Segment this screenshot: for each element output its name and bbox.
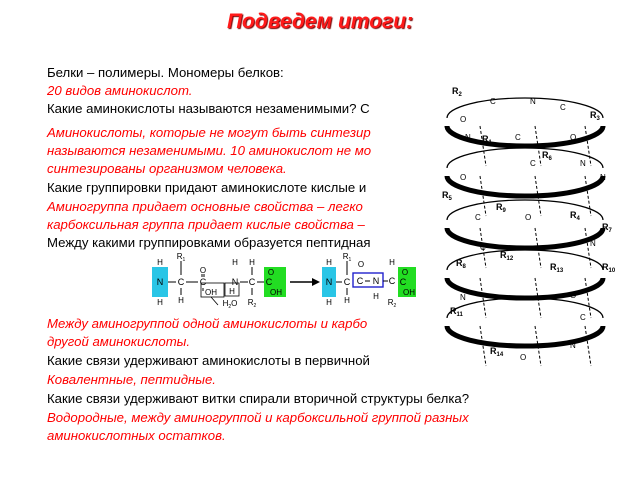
text-line-15: Какие связи удерживают витки спирали вторичной структуры белка?	[47, 391, 470, 406]
helix-atom-n: N	[570, 341, 576, 350]
helix-atom-o: O	[460, 115, 467, 124]
atom-c: C	[177, 277, 185, 287]
text-line-5: называются незаменимыми. 10 аминокислот не мо	[47, 143, 372, 158]
helix-radical-label: $R_5$	[442, 190, 452, 202]
text-line-11: Между аминогруппой одной аминокислоты и карбо	[47, 316, 368, 331]
helix-radical-label: $R_3$	[590, 110, 600, 122]
helix-radical-label: $R_4$	[570, 210, 580, 222]
text-line-1: Белки – полимеры. Мономеры белков:	[47, 65, 284, 80]
peptide-bond-diagram	[148, 253, 418, 311]
helix-atom-n: N	[465, 133, 471, 142]
atom-h: H	[232, 258, 238, 267]
helix-atom-c: C	[560, 103, 566, 112]
hydrogen-bond	[480, 176, 486, 216]
helix-front-arc	[447, 228, 603, 248]
atom-h: H	[157, 298, 163, 307]
hydrogen-bond	[585, 278, 591, 318]
helix-atom-o: O	[460, 173, 467, 182]
atom-oh: OH	[403, 288, 415, 297]
atom-h: H	[249, 258, 255, 267]
atom-h: H	[326, 298, 332, 307]
text-line-10: Между какими группировками образуется пептидная	[47, 235, 371, 250]
atom-n: N	[156, 277, 164, 287]
atom-c: C	[199, 277, 207, 287]
helix-atom-o: O	[525, 213, 532, 222]
atom-c: C	[343, 277, 351, 287]
hydrogen-bond	[585, 126, 591, 166]
atom-c: C	[399, 277, 407, 287]
radical-r1: $R_1$	[342, 253, 352, 263]
helix-radical-label: $R_1$	[482, 134, 492, 146]
helix-atom-o: O	[520, 353, 527, 362]
helix-atom-c: C	[580, 313, 586, 322]
radical-r2: $R_2$	[247, 298, 257, 309]
atom-h: H	[389, 258, 395, 267]
atom-o: O	[357, 260, 365, 269]
atom-o: O	[267, 268, 275, 277]
hydrogen-bond	[480, 278, 486, 318]
helix-atom-labels	[442, 86, 616, 362]
atom-oh: OH	[205, 288, 217, 297]
radical-r1: $R_1$	[176, 253, 186, 263]
helix-radical-label: $R_{11}$	[450, 306, 463, 318]
helix-atom-c: C	[480, 243, 486, 252]
helix-radical-label: $R_9$	[496, 202, 506, 214]
hydrogen-bond	[480, 126, 486, 166]
text-line-4: Аминокислоты, которые не могут быть синтезир	[47, 125, 371, 140]
helix-radical-label: $R_7$	[602, 222, 612, 234]
atom-c: C	[265, 277, 273, 287]
hydrogen-bond	[585, 326, 591, 366]
helix-atom-n: N	[460, 293, 466, 302]
helix-atom-n: N	[530, 97, 536, 106]
helix-atom-c: C	[515, 133, 521, 142]
text-line-3: Какие аминокислоты называются незаменимыми? С	[47, 101, 370, 116]
atom-oh: OH	[270, 288, 282, 297]
helix-front-arc	[447, 176, 603, 196]
helix-atom-c: C	[475, 213, 481, 222]
atom-h: H	[326, 258, 332, 267]
hydrogen-bond	[585, 176, 591, 216]
atom-n: N	[372, 276, 380, 286]
text-line-9: карбоксильная группа придает кислые свойства –	[47, 217, 365, 232]
hydrogen-bond	[585, 228, 591, 268]
atom-h: H	[344, 296, 350, 305]
hydrogen-bond	[480, 326, 486, 366]
helix-radical-label: $R_{10}$	[602, 262, 616, 274]
alpha-helix-diagram	[430, 70, 630, 370]
text-line-14: Ковалентные, пептидные.	[47, 372, 216, 387]
text-line-17: аминокислотных остатков.	[47, 428, 226, 443]
helix-atom-c: C	[490, 97, 496, 106]
atom-o: O	[199, 266, 207, 275]
radical-r2: $R_2$	[387, 298, 397, 309]
helix-front-arc	[447, 278, 603, 298]
arrow-head	[312, 278, 320, 286]
helix-atom-n: N	[590, 239, 596, 248]
atom-h: H	[229, 287, 235, 296]
helix-radical-label: $R_2$	[452, 86, 462, 98]
helix-atom-n: N	[580, 159, 586, 168]
water-label: $H_2O$	[222, 299, 238, 310]
helix-radical-label: $R_8$	[456, 258, 466, 270]
helix-radical-label: $R_{12}$	[500, 250, 514, 262]
helix-radical-label: $R_6$	[542, 150, 552, 162]
atom-n: N	[325, 277, 333, 287]
text-line-16: Водородные, между аминогруппой и карбоксильной группой разных	[47, 410, 469, 425]
text-line-7: Какие группировки придают аминокислоте кислые и	[47, 180, 367, 195]
helix-atom-o: O	[570, 291, 577, 300]
atom-c: C	[388, 276, 396, 286]
text-line-6: синтезированы организмом человека.	[47, 161, 287, 176]
text-line-12: другой аминокислоты.	[47, 334, 191, 349]
atom-h: H	[373, 292, 379, 301]
text-line-8: Аминогруппа придает основные свойства – легко	[47, 199, 363, 214]
text-line-2: 20 видов аминокислот.	[47, 83, 193, 98]
helix-atom-c: C	[530, 159, 536, 168]
helix-radical-label: $R_{14}$	[490, 346, 504, 358]
atom-n: N	[231, 277, 239, 287]
helix-atom-n: N	[600, 173, 606, 182]
helix-radical-label: $R_{13}$	[550, 262, 564, 274]
helix-back-arc	[447, 250, 603, 270]
page-title: Подведем итоги:	[226, 10, 414, 33]
atom-h: H	[157, 258, 163, 267]
atom-c: C	[248, 277, 256, 287]
text-line-13: Какие связи удерживают аминокислоты в первичной	[47, 353, 370, 368]
helix-front-arc	[447, 326, 603, 346]
atom-o: O	[401, 268, 409, 277]
helix-atom-o: O	[570, 133, 577, 142]
atom-c: C	[356, 276, 364, 286]
atom-h: H	[178, 296, 184, 305]
helix-back-arc	[447, 98, 603, 118]
